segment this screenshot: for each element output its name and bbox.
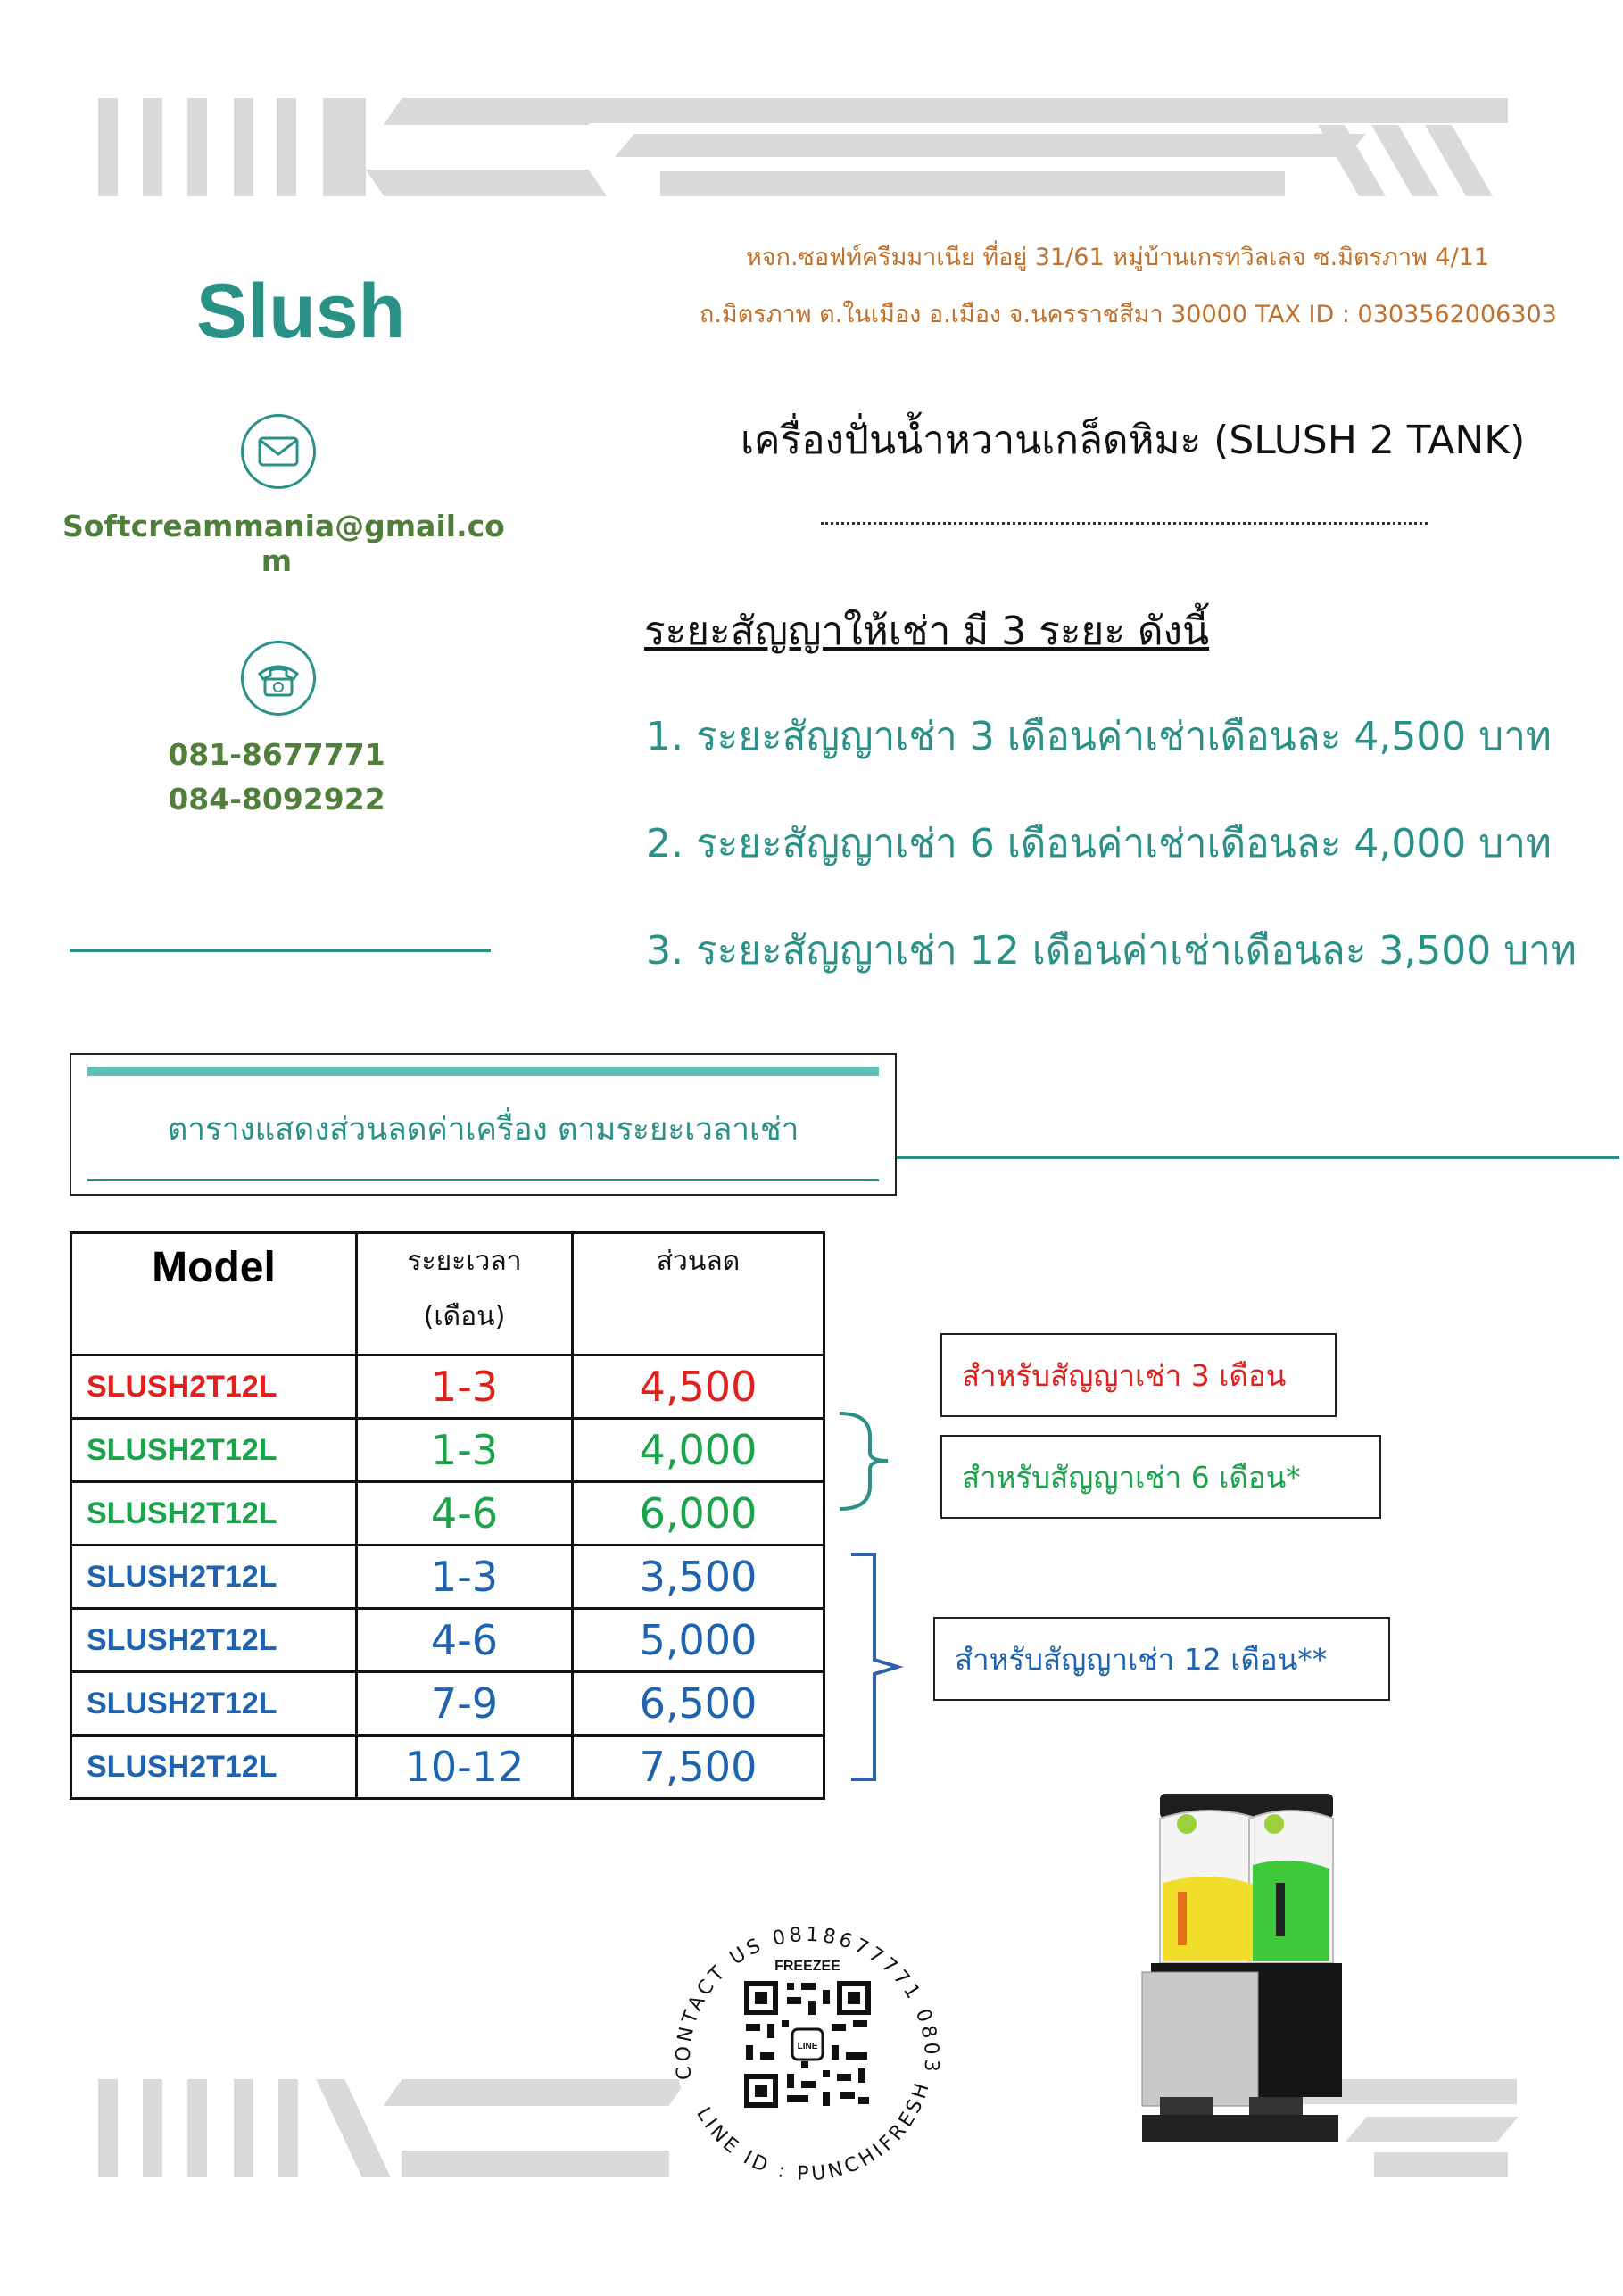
discount-cell: 7,500 xyxy=(573,1736,824,1799)
discount-caption-box xyxy=(70,1053,897,1196)
rental-term-2: 2. ระยะสัญญาเช่า 6 เดือนค่าเช่าเดือนละ 4,000 บาท xyxy=(646,821,1552,866)
period-cell: 1-3 xyxy=(357,1419,573,1482)
model-cell: SLUSH2T12L xyxy=(71,1672,357,1736)
header-discount: ส่วนลด xyxy=(656,1246,741,1277)
address-line-2: ถ.มิตรภาพ ต.ในเมือง อ.เมือง จ.นครราชสีมา 30000 TAX ID : 0303562006303 xyxy=(700,301,1557,328)
phone-1[interactable]: 081-8677771 xyxy=(168,737,385,772)
table-row xyxy=(71,1672,824,1736)
svg-text:FREEZEE: FREEZEE xyxy=(774,1959,840,1974)
rental-heading: ระยะสัญญาให้เช่า มี 3 ระยะ ดังนี้ xyxy=(644,609,1210,654)
discount-cell: 5,000 xyxy=(573,1609,824,1672)
left-divider xyxy=(70,949,491,952)
svg-text:LINE ID : PUNCHIFRESH: LINE ID : PUNCHIFRESH xyxy=(691,2077,935,2186)
table-row xyxy=(71,1546,824,1609)
discount-cell: 3,500 xyxy=(573,1546,824,1609)
discount-caption: ตารางแสดงส่วนลดค่าเครื่อง ตามระยะเวลาเช่า xyxy=(167,1112,799,1148)
table-row xyxy=(71,1419,824,1482)
slush-machine-image xyxy=(1124,1785,1392,2151)
table-header-row xyxy=(71,1233,824,1355)
model-cell: SLUSH2T12L xyxy=(71,1419,357,1482)
table-row xyxy=(71,1355,824,1419)
caption-divider xyxy=(897,1156,1619,1159)
period-cell: 1-3 xyxy=(357,1355,573,1419)
discount-cell: 4,000 xyxy=(573,1419,824,1482)
brand-name: Slush xyxy=(196,269,406,354)
email-text[interactable]: Softcreammania@gmail.co m xyxy=(62,509,505,578)
header-model: Model xyxy=(152,1244,276,1291)
svg-text:CONTACT US 0818677771 08035999: CONTACT US 0818677771 0803 xyxy=(672,1923,943,2082)
qr-badge[interactable] xyxy=(651,1865,964,2204)
period-cell: 4-6 xyxy=(357,1482,573,1546)
discount-table xyxy=(70,1231,825,1800)
note-3-month: สำหรับสัญญาเช่า 3 เดือน xyxy=(940,1333,1337,1417)
envelope-icon xyxy=(241,414,316,489)
svg-text:LINE: LINE xyxy=(797,2042,818,2051)
table-row xyxy=(71,1482,824,1546)
dotted-line xyxy=(821,522,1428,525)
note-6-month: สำหรับสัญญาเช่า 6 เดือน* xyxy=(940,1435,1381,1519)
address-line-1: หจก.ซอฟท์ครีมมาเนีย ที่อยู่ 31/61 หมู่บ้านเกรทวิลเลจ ซ.มิตรภาพ 4/11 xyxy=(746,244,1490,271)
period-cell: 1-3 xyxy=(357,1546,573,1609)
model-cell: SLUSH2T12L xyxy=(71,1355,357,1419)
model-cell: SLUSH2T12L xyxy=(71,1482,357,1546)
telephone-icon xyxy=(241,641,316,716)
product-title: เครื่องปั่นน้ำหวานเกล็ดหิมะ (SLUSH 2 TANK) xyxy=(741,418,1526,463)
model-cell: SLUSH2T12L xyxy=(71,1546,357,1609)
note-12-month: สำหรับสัญญาเช่า 12 เดือน** xyxy=(933,1617,1390,1701)
period-cell: 10-12 xyxy=(357,1736,573,1799)
discount-cell: 6,500 xyxy=(573,1672,824,1736)
model-cell: SLUSH2T12L xyxy=(71,1736,357,1799)
discount-cell: 4,500 xyxy=(573,1355,824,1419)
brace-12-month xyxy=(848,1551,910,1783)
brace-6-month xyxy=(834,1410,897,1513)
table-row xyxy=(71,1609,824,1672)
table-row xyxy=(71,1736,824,1799)
period-cell: 7-9 xyxy=(357,1672,573,1736)
rental-term-3: 3. ระยะสัญญาเช่า 12 เดือนค่าเช่าเดือนละ 3,500 บาท xyxy=(646,928,1577,974)
model-cell: SLUSH2T12L xyxy=(71,1609,357,1672)
discount-cell: 6,000 xyxy=(573,1482,824,1546)
header-period-line2: (เดือน) xyxy=(423,1301,506,1332)
phone-2[interactable]: 084-8092922 xyxy=(168,782,385,816)
rental-term-1: 1. ระยะสัญญาเช่า 3 เดือนค่าเช่าเดือนละ 4,500 บาท xyxy=(646,714,1552,759)
period-cell: 4-6 xyxy=(357,1609,573,1672)
header-period-line1: ระยะเวลา xyxy=(407,1246,522,1277)
